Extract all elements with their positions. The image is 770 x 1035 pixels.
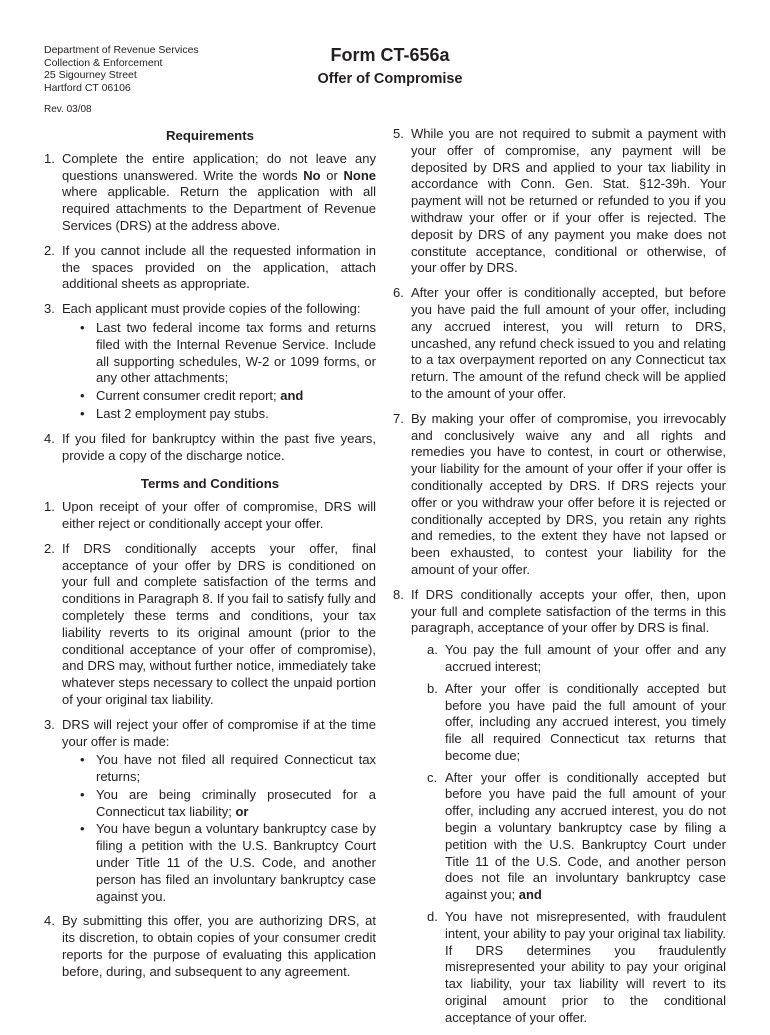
text-segment: If DRS conditionally accepts your offer, final acceptance of your offer by DRS is conditioned on your full and complete satisfaction of the terms and conditions in Paragraph 8. If you fail to satisfy fully and completely these terms and conditions, your tax liability reverts to its original amount (prior to the conditional acceptance of your offer of compromise), and DRS may, without further notice, immediately take whatever steps necessary to collect the unpaid portion of your original tax liability. [62, 540, 376, 707]
item-text [411, 285, 726, 403]
text-segment: You are being criminally prosecuted for a Connecticut tax liability; [96, 786, 376, 819]
list-item [44, 301, 376, 423]
text-segment: Last two federal income tax forms and returns filed with the Internal Revenue Service. Include all supporting schedules, W-2 or 1099 forms, or any other attachments; [96, 319, 376, 386]
item-number: 1. [44, 150, 55, 166]
item-number: 5. [393, 126, 404, 141]
text-segment: You have not misrepresented, with fraudulent intent, your ability to pay your original tax liability. If DRS determines you fraudulently misrepresented your ability to pay your original tax liability, your tax liability will revert to its original amount prior to the conditional acceptance of your offer. [445, 909, 726, 1025]
item-number: 8. [393, 586, 404, 602]
list-item [393, 587, 726, 1027]
item-text [411, 587, 726, 637]
bullet-dot-icon: • [80, 786, 85, 802]
text-segment: Complete the entire application; do not leave any questions unanswered. Write the words [62, 150, 376, 183]
right-column [393, 126, 726, 1035]
text-segment: or [320, 167, 344, 183]
item-text [62, 151, 376, 235]
text-segment: You have begun a voluntary bankruptcy case by filing a petition with the U.S. Bankruptcy Court under Title 11 of the U.S. Code, and another person has filed an involuntary bankruptcy case against you. [96, 821, 376, 904]
agency-line: 25 Sigourney Street [44, 69, 137, 82]
list-item [393, 285, 726, 403]
item-text [62, 717, 376, 751]
terms-list-right [393, 126, 726, 1027]
item-number: 1. [44, 499, 55, 515]
sub-item-letter: c. [427, 769, 438, 785]
form-title-block [290, 44, 490, 88]
list-item [44, 151, 376, 235]
item-number: 3. [44, 301, 55, 317]
bullet-dot-icon: • [80, 388, 85, 404]
form-name: Offer of Compromise [317, 71, 463, 87]
sub-item [411, 642, 726, 676]
list-item [44, 431, 376, 465]
list-item [44, 913, 376, 980]
item-number: 3. [44, 716, 55, 732]
item-text [62, 541, 376, 709]
list-item [44, 541, 376, 709]
text-segment: You pay the full amount of your offer and any accrued interest; [445, 642, 726, 674]
bullet-dot-icon: • [80, 319, 85, 335]
bold-text: and [280, 388, 304, 404]
agency-line: Department of Revenue Services [44, 44, 199, 56]
list-item [393, 411, 726, 579]
bullet-item [62, 752, 376, 786]
text-segment: After your offer is conditionally accepted, but before you have paid the full amount of your offer, including any accrued interest, you will return to DRS, uncashed, any refund check issued to you and relating to a tax overpayment reported on any Connecticut tax return. The amount of the refund check will be applied to the amount of your offer. [411, 285, 726, 401]
bullet-item [62, 787, 376, 821]
bullet-dot-icon: • [80, 405, 85, 421]
sub-item-letter: a. [427, 642, 438, 658]
bullet-dot-icon: • [80, 752, 85, 768]
text-segment: By submitting this offer, you are authorizing DRS, at its discretion, to obtain copies of your consumer credit reports for the purpose of evaluating this application before, during, and subsequent to any agreement. [62, 913, 376, 979]
agency-line: Hartford CT 06106 [44, 81, 131, 94]
sub-item-letter: b. [427, 680, 438, 696]
text-segment: If you filed for bankruptcy within the past five years, provide a copy of the discharge notice. [62, 430, 376, 463]
text-segment: After your offer is conditionally accepted but before you have paid the full amount of your offer, including any accrued interest, you timely file all required Connecticut tax returns that become due; [445, 680, 726, 763]
text-segment: By making your offer of compromise, you irrevocably and conclusively waive any and all rights and remedies you have to contest, in court or otherwise, your liability for the amount of your offer if your offer is conditionally accepted by DRS. If DRS rejects your offer or you withdraw your offer before it is rejected or conditionally accepted by DRS, you retain any rights and remedies, to the extent they have not lapsed or been exhausted, to contest your liability for the amount of your offer. [411, 410, 726, 577]
item-text [62, 499, 376, 533]
item-number: 2. [44, 540, 55, 556]
item-number: 4. [44, 913, 55, 929]
requirements-heading: Requirements [166, 128, 254, 143]
text-segment: Upon receipt of your offer of compromise, DRS will either reject or conditionally accept your offer. [62, 499, 376, 531]
item-number: 2. [44, 242, 55, 258]
terms-list-left [44, 499, 376, 981]
item-text [62, 431, 376, 465]
sub-item [411, 681, 726, 765]
list-item [44, 717, 376, 906]
revision-date: Rev. 03/08 [44, 104, 92, 115]
bullet-item [62, 320, 376, 387]
bold-text: and [518, 887, 542, 903]
item-text [62, 301, 376, 318]
text-segment: If you cannot include all the requested information in the spaces provided on the application, attach additional sheets as appropriate. [62, 242, 376, 292]
text-segment: You have not filed all required Connecticut tax returns; [96, 752, 376, 785]
bold-text: or [235, 803, 249, 819]
text-segment: If DRS conditionally accepts your offer, then, upon your full and complete satisfaction of the terms in this paragraph, acceptance of your offer by DRS is final. [411, 586, 726, 636]
bullet-item [62, 821, 376, 905]
text-segment: where applicable. Return the application with all required attachments to the Department of Revenue Services (DRS) at the address above. [62, 184, 376, 233]
bold-text: No [303, 167, 321, 183]
text-segment: DRS will reject your offer of compromise if at the time your offer is made: [62, 716, 376, 749]
bold-text: None [343, 167, 376, 183]
sub-item [411, 770, 726, 904]
item-number: 7. [393, 410, 404, 426]
bullet-list [62, 752, 376, 905]
item-number: 6. [393, 285, 404, 301]
bullet-item [62, 406, 376, 423]
item-text [411, 411, 726, 579]
text-segment: Last 2 employment pay stubs. [96, 405, 269, 421]
text-segment: While you are not required to submit a payment with your offer of compromise, any payment will be deposited by DRS and applied to your tax liability in accordance with Conn. Gen. Stat. §12-39h. Your payment will not be returned or refunded to you if you withdraw your offer or if your offer is rejected. The deposit by DRS of any payment you make does not constitute acceptance, conditional or otherwise, of your offer by DRS. [411, 126, 726, 276]
list-item [393, 126, 726, 277]
agency-line: Collection & Enforcement [44, 56, 163, 69]
bullet-list [62, 320, 376, 423]
item-number: 4. [44, 430, 55, 446]
bullet-dot-icon: • [80, 821, 85, 837]
list-item [44, 243, 376, 293]
terms-heading: Terms and Conditions [140, 476, 280, 492]
bullet-item [62, 388, 376, 405]
left-column [44, 126, 376, 989]
sub-item [411, 909, 726, 1027]
agency-address [44, 44, 199, 94]
requirements-list [44, 151, 376, 465]
sub-item-letter: d. [427, 909, 438, 925]
item-text [62, 243, 376, 293]
item-text [62, 913, 376, 980]
item-text [411, 126, 726, 277]
list-item [44, 499, 376, 533]
text-segment: Each applicant must provide copies of the following: [62, 301, 361, 317]
text-segment: After your offer is conditionally accepted but before you have paid the full amount of your offer, including any accrued interest, you do not begin a voluntary bankruptcy case by filing a petition with the U.S. Bankruptcy Court under Title 11 of the U.S. Code, and another person does not file an involuntary bankruptcy case against you; [445, 769, 726, 903]
form-number: Form CT-656a [330, 45, 450, 65]
text-segment: Current consumer credit report; [96, 388, 281, 404]
